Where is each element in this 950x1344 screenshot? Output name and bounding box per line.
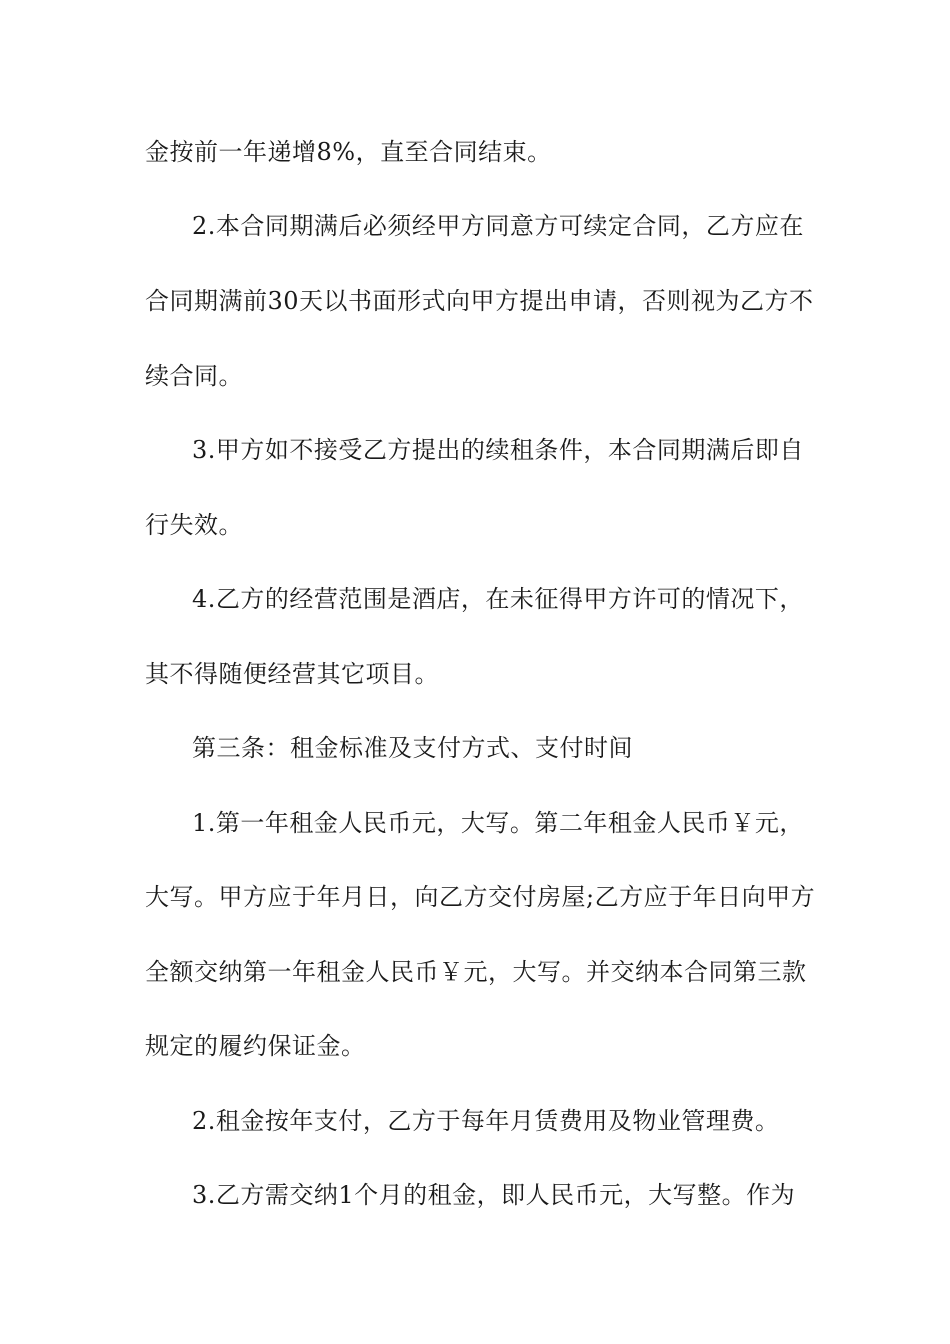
text-line: 规定的履约保证金。	[145, 1032, 366, 1060]
text-line: 其不得随便经营其它项目。	[145, 660, 439, 688]
section-heading: 第三条：租金标准及支付方式、支付时间	[192, 734, 633, 762]
text-line: 金按前一年递增8%，直至合同结束。	[145, 138, 552, 166]
text-line: 1.第一年租金人民币元，大写。第二年租金人民币￥元，	[192, 809, 804, 837]
text-line: 行失效。	[145, 511, 243, 539]
text-line: 续合同。	[145, 362, 243, 390]
text-line: 4.乙方的经营范围是酒店，在未征得甲方许可的情况下，	[192, 585, 804, 613]
text-line: 3.甲方如不接受乙方提出的续租条件，本合同期满后即自	[192, 436, 804, 464]
text-line: 全额交纳第一年租金人民币￥元，大写。并交纳本合同第三款	[145, 958, 807, 986]
text-line: 大写。甲方应于年月日，向乙方交付房屋;乙方应于年日向甲方	[145, 883, 816, 911]
text-line: 3.乙方需交纳1个月的租金，即人民币元，大写整。作为	[192, 1181, 796, 1209]
text-line: 合同期满前30天以书面形式向甲方提出申请，否则视为乙方不	[145, 287, 814, 315]
text-line: 2.租金按年支付，乙方于每年月赁费用及物业管理费。	[192, 1107, 780, 1135]
text-line: 2.本合同期满后必须经甲方同意方可续定合同，乙方应在	[192, 212, 804, 240]
